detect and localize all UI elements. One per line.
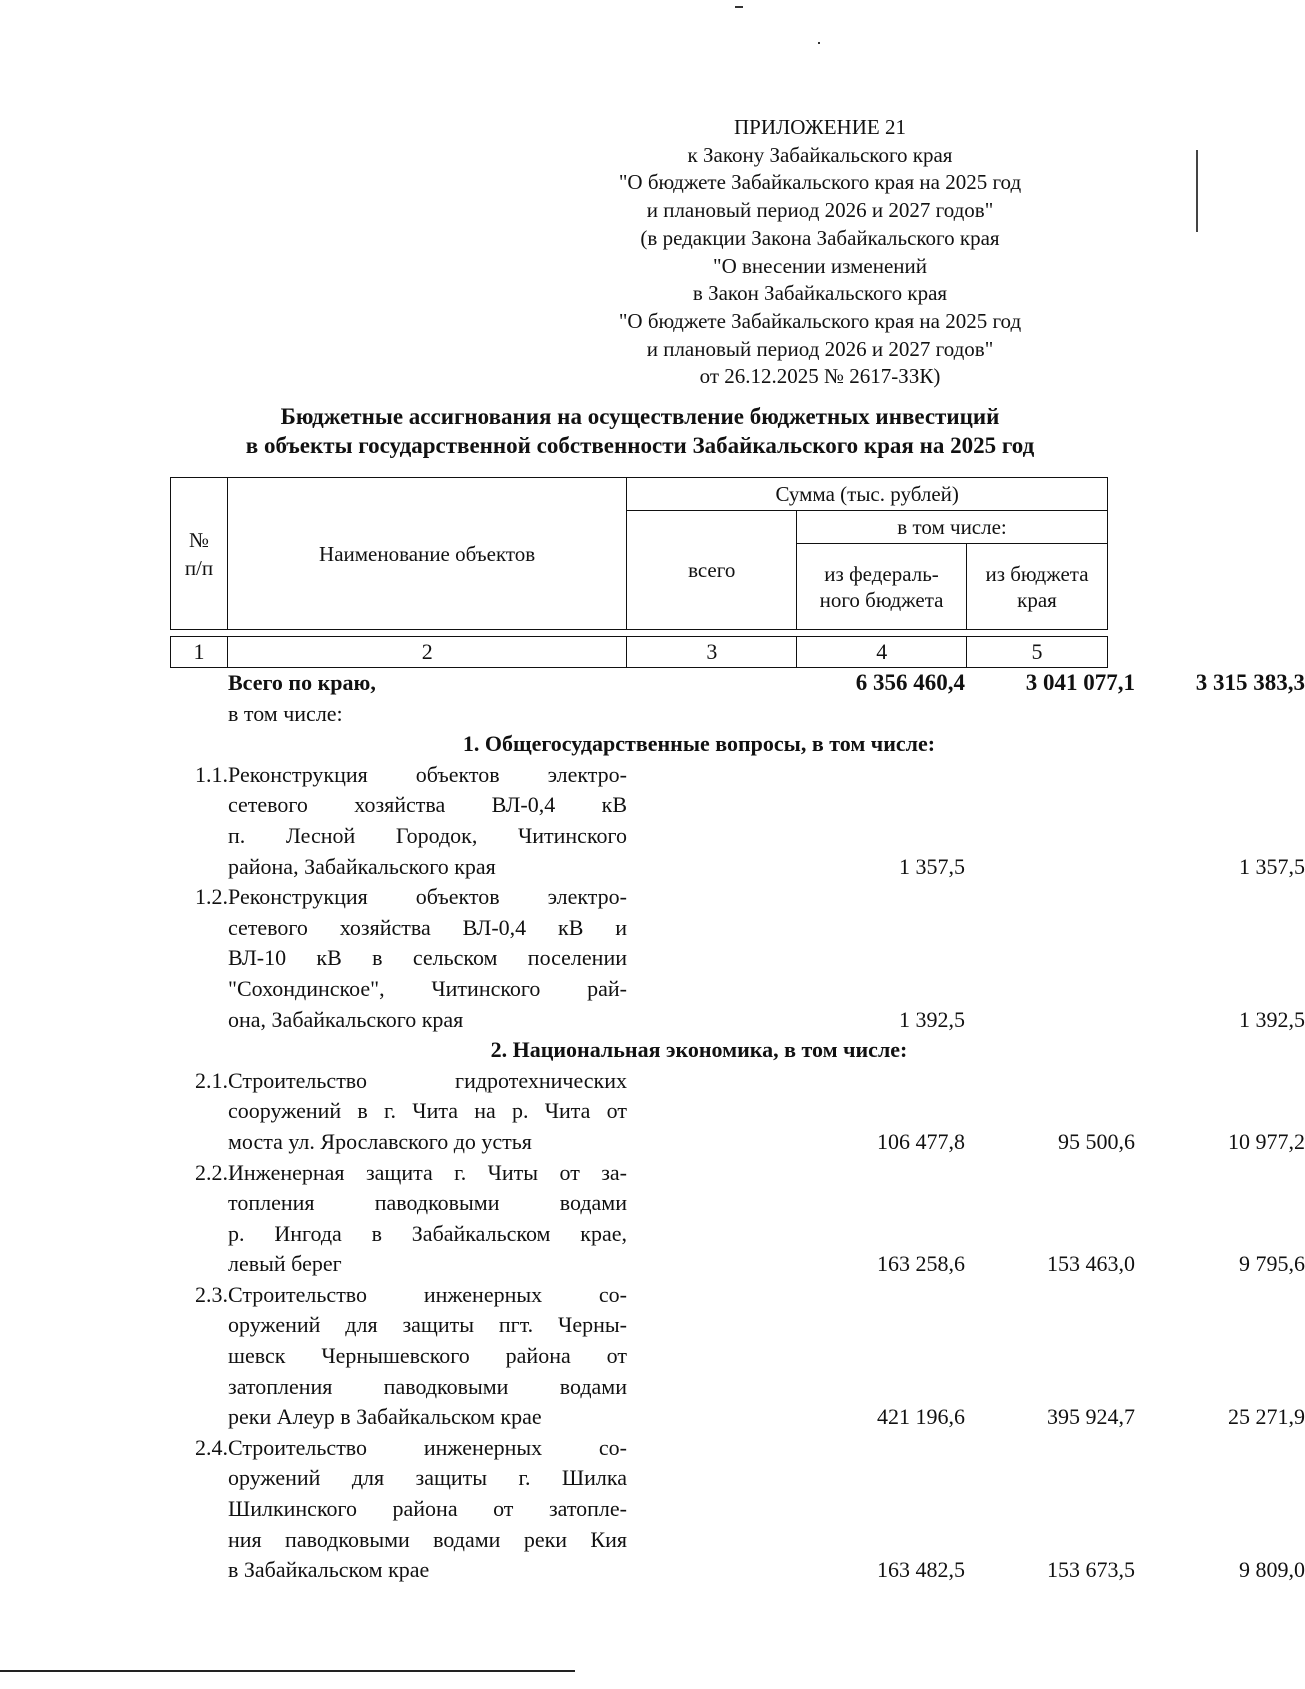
annex-line: "О бюджете Забайкальского края на 2025 год [618, 170, 1022, 195]
row-number: 1.1. [195, 761, 228, 787]
including-label: в том числе: [228, 700, 343, 726]
object-name: Инженерная защита г. Читы от за- топления паводковыми водами р. Ингода в Забайкальском крае, левый берег [228, 1159, 627, 1277]
column-number: 1 [171, 637, 228, 668]
column-number: 2 [227, 637, 627, 668]
row-number: 2.2. [195, 1159, 228, 1185]
amount-federal: 153 673,5 [1047, 1557, 1135, 1583]
amount-regional: 25 271,9 [1228, 1404, 1305, 1430]
column-number: 5 [967, 637, 1108, 668]
table-row [170, 1433, 1305, 1586]
document-title [150, 402, 1130, 460]
amount-total: 1 357,5 [899, 853, 965, 879]
section-title: 1. Общегосударственные вопросы, в том числе: [462, 731, 936, 757]
table-row [170, 1158, 1305, 1280]
column-number: 4 [797, 637, 967, 668]
amount-regional: 1 392,5 [1239, 1006, 1305, 1032]
table-row [170, 882, 1305, 1035]
annex-line: от 26.12.2025 № 2617-ЗЗК) [699, 364, 941, 389]
header-regional: из бюджета края [967, 544, 1108, 630]
row-number: 2.4. [195, 1434, 228, 1460]
total-regional: 3 315 383,3 [1195, 670, 1305, 695]
annex-line: к Закону Забайкальского края [687, 142, 953, 167]
annex-line: в Закон Забайкальского края [692, 281, 948, 306]
row-number: 1.2. [195, 884, 228, 910]
header-including: в том числе: [797, 511, 1108, 544]
header-sum: Сумма (тыс. рублей) [627, 478, 1108, 511]
annex-line: ПРИЛОЖЕНИЕ 21 [734, 115, 906, 139]
annex-line: и плановый период 2026 и 2027 годов" [646, 336, 994, 361]
total-federal: 3 041 077,1 [1025, 670, 1135, 695]
header-name: Наименование объектов [227, 478, 626, 630]
table-body [170, 668, 1305, 1586]
amount-total: 106 477,8 [877, 1128, 965, 1154]
amount-federal: 95 500,6 [1058, 1128, 1135, 1154]
row-number: 2.1. [195, 1067, 228, 1093]
amount-total: 163 482,5 [877, 1557, 965, 1583]
amount-federal: 395 924,7 [1047, 1404, 1135, 1430]
row-number: 2.3. [195, 1281, 228, 1307]
annex-line: (в редакции Закона Забайкальского края [640, 225, 1000, 250]
amount-regional: 1 357,5 [1239, 853, 1305, 879]
amount-regional: 9 795,6 [1239, 1251, 1305, 1277]
object-name: Реконструкция объектов электро- сетевого хозяйства ВЛ-0,4 кВ п. Лесной Городок, Читинского района, Забайкальского края [228, 761, 627, 879]
object-name: Строительство инженерных со- оружений для защиты пгт. Черны- шевск Чернышевского района от затопления паводковыми водами реки Алеур в Забайкальском крае [228, 1281, 627, 1430]
total-label: Всего по краю, [228, 670, 376, 695]
amount-federal: 153 463,0 [1047, 1251, 1135, 1277]
total-row [170, 668, 1305, 699]
amount-total: 163 258,6 [877, 1251, 965, 1277]
header-total: всего [627, 511, 797, 630]
column-number: 3 [627, 637, 797, 668]
scan-speck [818, 42, 820, 44]
annex-line: и плановый период 2026 и 2027 годов" [646, 198, 994, 223]
annex-header [560, 114, 1080, 391]
total-sum: 6 356 460,4 [855, 670, 965, 695]
table-row [170, 1280, 1305, 1433]
amount-regional: 10 977,2 [1228, 1128, 1305, 1154]
table-row [170, 760, 1305, 882]
scan-edge-line [1196, 150, 1198, 232]
table-row [170, 1066, 1305, 1158]
header-num: № п/п [171, 478, 228, 630]
scan-bottom-line [0, 1670, 575, 1672]
annex-line: "О бюджете Забайкальского края на 2025 год [618, 308, 1022, 333]
object-name: Строительство инженерных со- оружений для защиты г. Шилка Шилкинского района от затопле- ния паводковыми водами реки Кия в Забайкальском крае [228, 1434, 627, 1583]
table-header [170, 477, 1108, 630]
amount-total: 1 392,5 [899, 1006, 965, 1032]
header-federal: из федераль-ного бюджета [797, 544, 967, 630]
table-column-numbers [170, 636, 1108, 668]
title-line-1: Бюджетные ассигнования на осуществление бюджетных инвестиций [280, 404, 1000, 429]
section-title: 2. Национальная экономика, в том числе: [490, 1037, 908, 1063]
object-name: Строительство гидротехнических сооружений в г. Чита на р. Чита от моста ул. Ярославского до устья [228, 1067, 627, 1154]
amount-total: 421 196,6 [877, 1404, 965, 1430]
title-line-2: в объекты государственной собственности Забайкальского края на 2025 год [245, 433, 1035, 458]
scan-speck [735, 6, 743, 8]
object-name: Реконструкция объектов электро- сетевого хозяйства ВЛ-0,4 кВ и ВЛ-10 кВ в сельском поселении "Сохондинское", Читинского рай- она, Забайкальского края [228, 884, 627, 1032]
annex-line: "О внесении изменений [713, 253, 927, 278]
amount-regional: 9 809,0 [1239, 1557, 1305, 1583]
